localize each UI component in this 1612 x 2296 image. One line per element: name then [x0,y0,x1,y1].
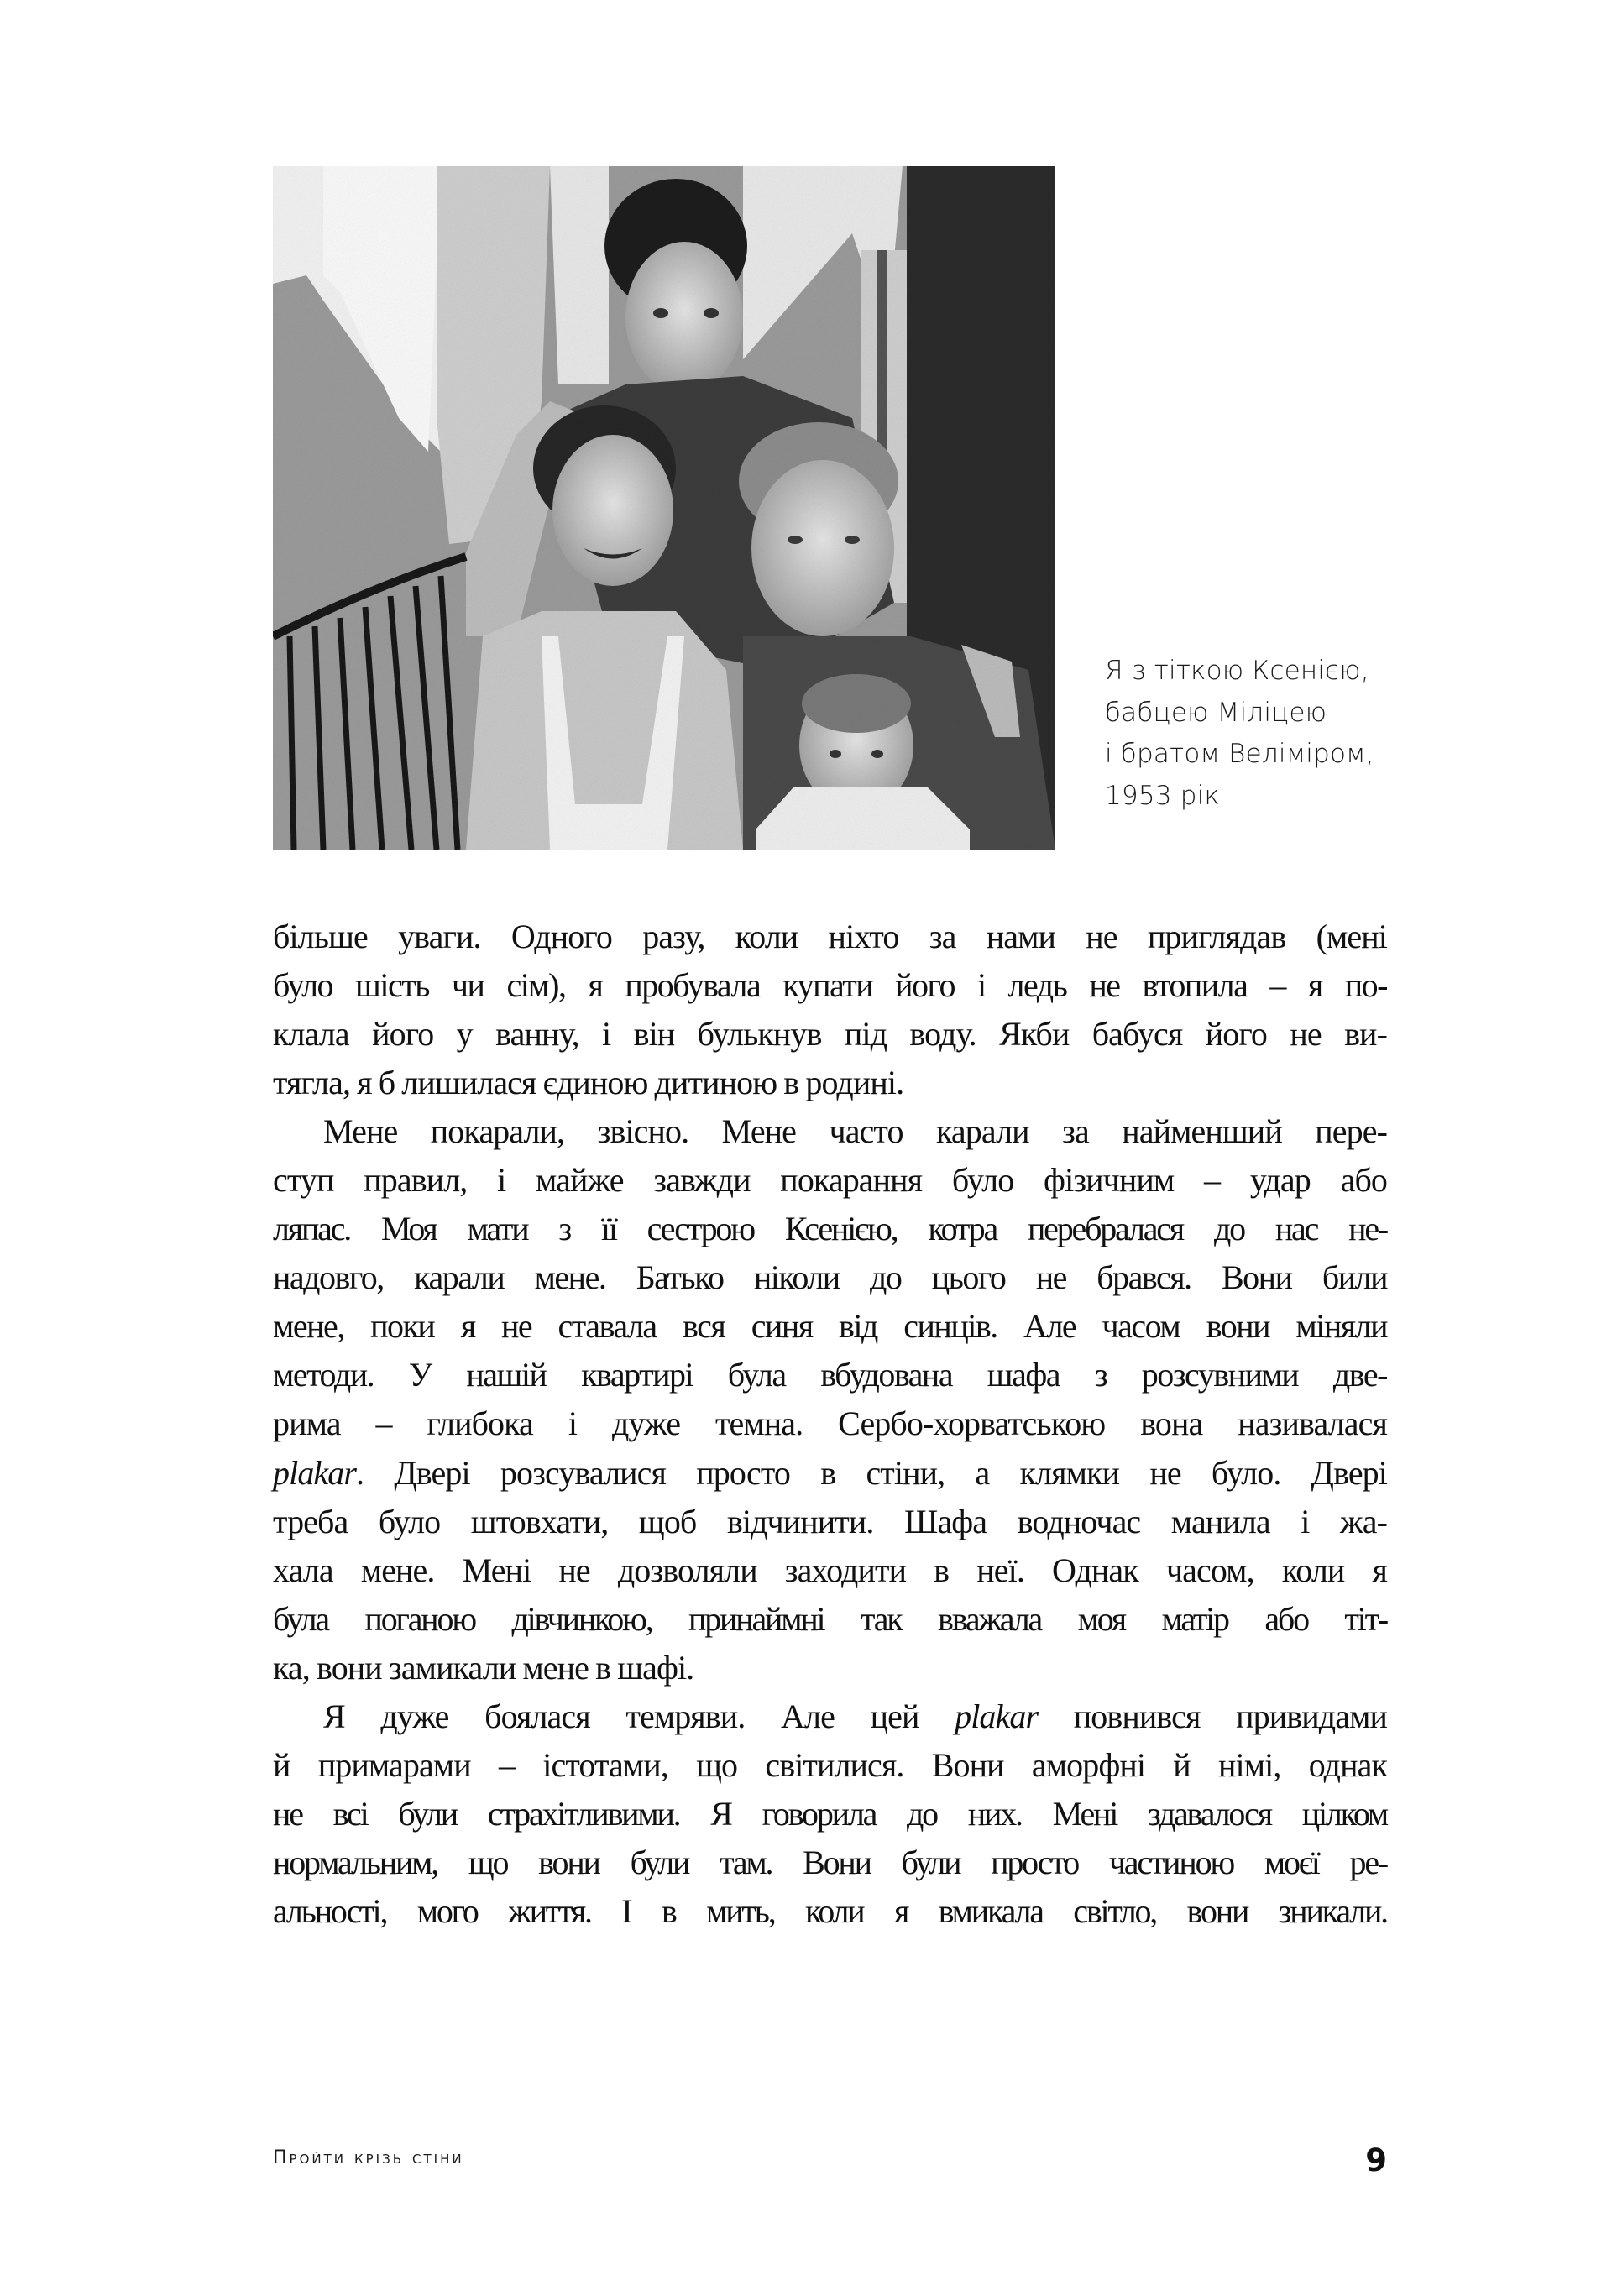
text-line: ступ правил, і майже завжди покарання було фізичним – удар або [273,1161,1387,1200]
text-line: нормальним, що вони були там. Вони були просто частиною моєї ре- [273,1843,1387,1881]
foreign-term: plakar [955,1697,1039,1735]
body-text [273,913,1387,1936]
text-line: клала його у ванну, і він булькнув під воду. Якби бабуся його не ви- [273,1015,1387,1054]
text-line: й примарами – істотами, що світилися. Вони аморфні й німі, однак [273,1745,1387,1784]
text-line: більше уваги. Одного разу, коли ніхто за нами не приглядав (мені [273,918,1387,955]
text-line: було шість чи сім), я пробувала купати його і ледь не втопила – я по- [273,966,1387,1005]
page-number: 9 [1365,2142,1387,2178]
text-line: надовго, карали мене. Батько ніколи до цього не брався. Вони били [273,1258,1387,1297]
foreign-term: plakar [273,1453,357,1492]
running-title: Пройти крізь стіни [273,2147,464,2168]
caption-line: і братом Веліміром, [1105,739,1374,769]
text-line: рима – глибока і дуже темна. Сербо-хорватською вона називалася [273,1404,1387,1443]
photo-image [273,166,1055,850]
caption-line: бабцею Міліцею [1105,697,1327,728]
text-line: ка, вони замикали мене в шафі. [273,1648,694,1687]
text-line: не всі були страхітливими. Я говорила до них. Мені здавалося цілком [273,1794,1387,1833]
text-line: була поганою дівчинкою, принаймні так вважала моя матір або тіт- [273,1599,1387,1638]
text-line: мене, поки я не ставала вся синя від синців. Але часом вони міняли [273,1307,1387,1346]
text-line: plakar. Двері розсувалися просто в стіни, а клямки не було. Двері [273,1453,1387,1492]
photo-caption [1105,651,1407,817]
family-photo [273,166,1055,850]
text-line: тягла, я б лишилася єдиною дитиною в родині. [273,1064,904,1102]
text-line: альності, мого життя. І в мить, коли я вмикала світло, вони зникали. [273,1891,1387,1930]
text-line: ляпас. Моя мати з її сестрою Ксенією, котра перебралася до нас не- [273,1210,1387,1248]
text-line: хала мене. Мені не дозволяли заходити в неї. Однак часом, коли я [273,1551,1387,1589]
caption-line: 1953 рік [1105,780,1221,811]
text-line: методи. У нашій квартирі була вбудована шафа з розсувними две- [273,1356,1387,1394]
text-line: треба було штовхати, щоб відчинити. Шафа водночас манила і жа- [273,1502,1387,1540]
caption-line: Я з тіткою Ксенією, [1105,656,1369,686]
paragraph-start-line: Мене покарали, звісно. Мене часто карали за найменший пере- [323,1112,1387,1151]
paragraph-start-line: Я дуже боялася темряви. Але цей plakar повнився привидами [323,1697,1387,1735]
